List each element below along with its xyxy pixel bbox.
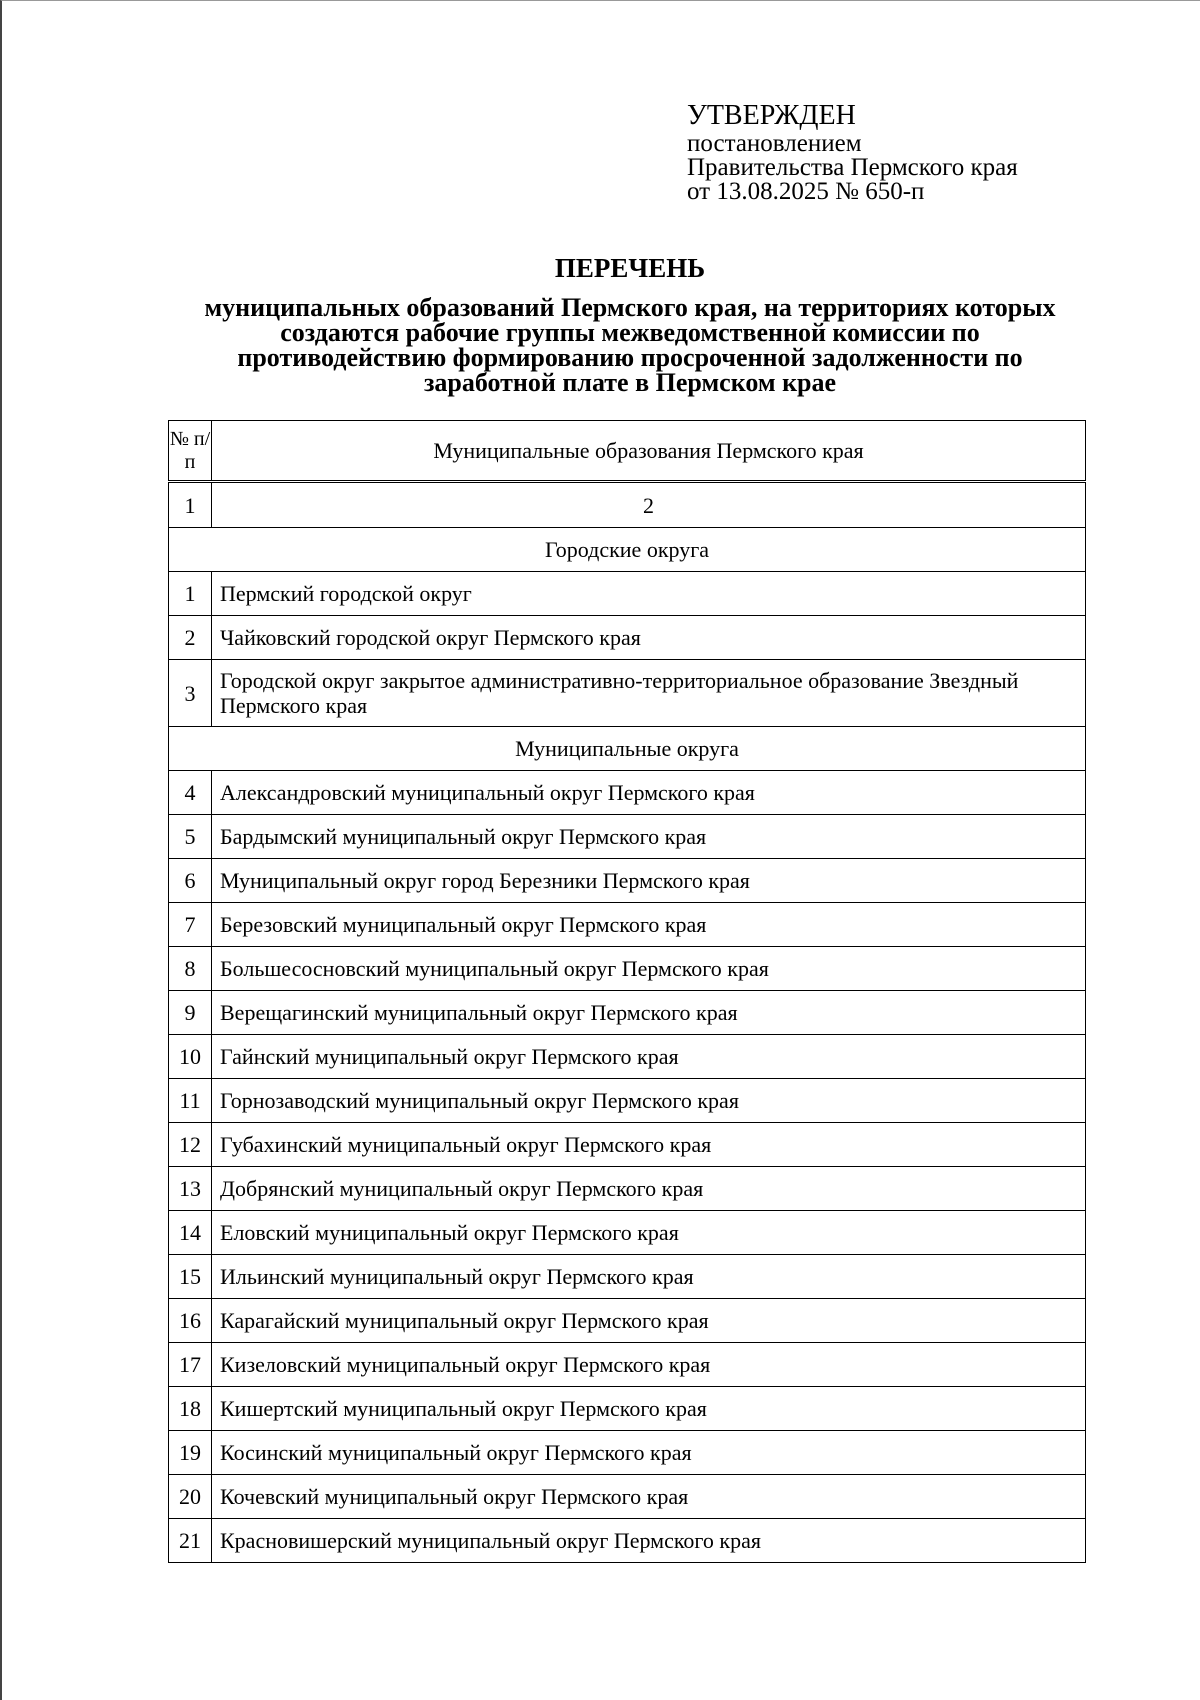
table-row: [169, 1211, 1086, 1255]
section-header-row: [169, 528, 1086, 572]
municipality-name: Карагайский муниципальный округ Пермского края: [212, 1299, 1086, 1343]
row-number: 4: [169, 771, 212, 815]
row-number: 11: [169, 1079, 212, 1123]
row-number: 7: [169, 903, 212, 947]
table-row: [169, 1035, 1086, 1079]
table-row: [169, 1123, 1086, 1167]
row-number: 21: [169, 1519, 212, 1563]
row-number: 5: [169, 815, 212, 859]
row-number: 10: [169, 1035, 212, 1079]
municipality-name: Горнозаводский муниципальный округ Пермского края: [212, 1079, 1086, 1123]
municipality-name: Ильинский муниципальный округ Пермского края: [212, 1255, 1086, 1299]
municipality-name: Губахинский муниципальный округ Пермского края: [212, 1123, 1086, 1167]
municipality-name: Гайнский муниципальный округ Пермского края: [212, 1035, 1086, 1079]
municipality-name: Большесосновский муниципальный округ Пермского края: [212, 947, 1086, 991]
table-row: [169, 947, 1086, 991]
table-row: [169, 1343, 1086, 1387]
section-title: Муниципальные округа: [169, 727, 1086, 771]
municipalities-table: [168, 420, 1086, 1563]
municipality-name: Березовский муниципальный округ Пермского края: [212, 903, 1086, 947]
table-row: [169, 991, 1086, 1035]
approval-line-2: Правительства Пермского края: [687, 154, 1018, 181]
column-numbers-row: [169, 482, 1086, 528]
table-row: [169, 1475, 1086, 1519]
table-row: [169, 771, 1086, 815]
municipality-name: Александровский муниципальный округ Пермского края: [212, 771, 1086, 815]
row-number: 9: [169, 991, 212, 1035]
header-num-cell: № п/п: [169, 421, 212, 482]
approval-stamp: [687, 100, 1147, 204]
table-row: [169, 1167, 1086, 1211]
municipality-name: Кишертский муниципальный округ Пермского края: [212, 1387, 1086, 1431]
row-number: 1: [169, 572, 212, 616]
table-row: [169, 616, 1086, 660]
document-subtitle: муниципальных образований Пермского края, на территориях которых создаются рабочие группы межведомственной комиссии по противодействию формированию просроченной задолженности по заработной плате в Пермском крае: [204, 293, 1056, 397]
municipality-name: Косинский муниципальный округ Пермского края: [212, 1431, 1086, 1475]
table-header-row: [169, 421, 1086, 482]
row-number: 14: [169, 1211, 212, 1255]
row-number: 17: [169, 1343, 212, 1387]
row-number: 3: [169, 660, 212, 727]
row-number: 8: [169, 947, 212, 991]
row-number: 16: [169, 1299, 212, 1343]
table-row: [169, 1299, 1086, 1343]
row-number: 2: [169, 616, 212, 660]
row-number: 12: [169, 1123, 212, 1167]
municipality-name: Еловский муниципальный округ Пермского края: [212, 1211, 1086, 1255]
table-row: [169, 815, 1086, 859]
table-row: [169, 1079, 1086, 1123]
municipality-name: Бардымский муниципальный округ Пермского края: [212, 815, 1086, 859]
header-name-cell: Муниципальные образования Пермского края: [212, 421, 1086, 482]
section-header-row: [169, 727, 1086, 771]
row-number: 6: [169, 859, 212, 903]
table-body: [169, 421, 1086, 1563]
row-number: 15: [169, 1255, 212, 1299]
municipality-name: Пермский городской округ: [212, 572, 1086, 616]
municipality-name: Кочевский муниципальный округ Пермского края: [212, 1475, 1086, 1519]
municipality-name: Верещагинский муниципальный округ Пермского края: [212, 991, 1086, 1035]
approval-line-1: постановлением: [687, 130, 862, 157]
row-number: 20: [169, 1475, 212, 1519]
column-number-2: 2: [212, 482, 1086, 528]
municipality-name: Чайковский городской округ Пермского края: [212, 616, 1086, 660]
table-row: [169, 1255, 1086, 1299]
row-number: 13: [169, 1167, 212, 1211]
approval-title: УТВЕРЖДЕН: [687, 100, 856, 131]
section-title: Городские округа: [169, 528, 1086, 572]
row-number: 19: [169, 1431, 212, 1475]
table-row: [169, 1387, 1086, 1431]
table-row: [169, 903, 1086, 947]
approval-line-3: от 13.08.2025 № 650-п: [687, 178, 925, 205]
municipality-name: Кизеловский муниципальный округ Пермского края: [212, 1343, 1086, 1387]
municipality-name: Добрянский муниципальный округ Пермского края: [212, 1167, 1086, 1211]
municipality-name: Красновишерский муниципальный округ Пермского края: [212, 1519, 1086, 1563]
table-row: [169, 660, 1086, 727]
table-row: [169, 859, 1086, 903]
municipality-name: Муниципальный округ город Березники Пермского края: [212, 859, 1086, 903]
table-row: [169, 572, 1086, 616]
table-row: [169, 1431, 1086, 1475]
column-number-1: 1: [169, 482, 212, 528]
row-number: 18: [169, 1387, 212, 1431]
document-title: ПЕРЕЧЕНЬ: [554, 253, 706, 283]
municipality-name: Городской округ закрытое административно-территориальное образование Звездный Пермского края: [212, 660, 1086, 727]
table-row: [169, 1519, 1086, 1563]
